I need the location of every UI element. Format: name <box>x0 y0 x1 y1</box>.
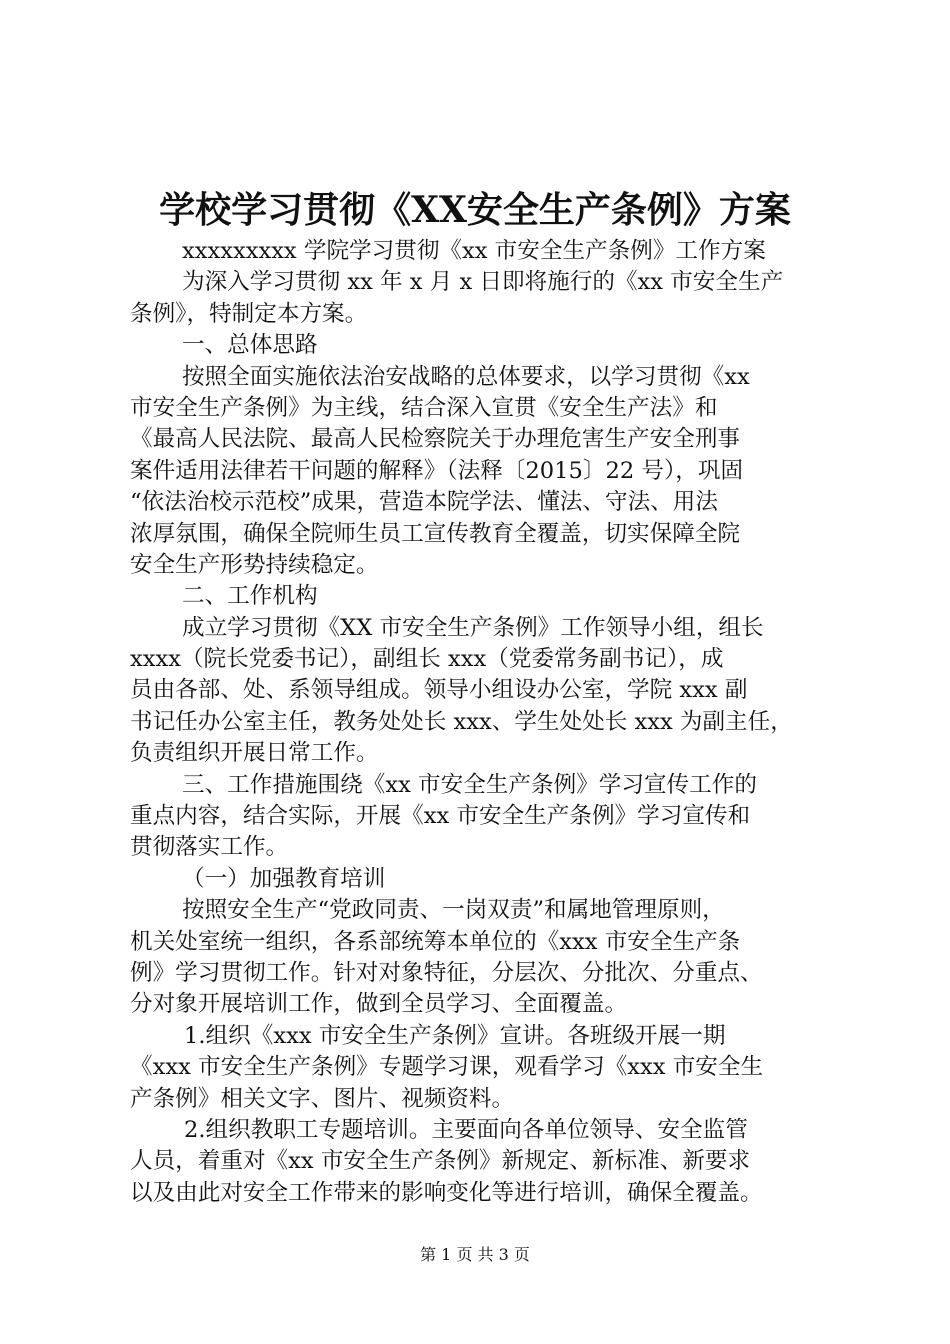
body-line: 《xxx 市安全生产条例》专题学习课，观看学习《xxx 市安全生 <box>130 1054 764 1081</box>
body-line: 成立学习贯彻《XX 市安全生产条例》工作领导小组，组长 <box>182 614 764 641</box>
body-line: 重点内容，结合实际，开展《xx 市安全生产条例》学习宣传和 <box>130 803 751 830</box>
body-line: 负责组织开展日常工作。 <box>130 740 379 767</box>
body-line: 《最高人民法院、最高人民检察院关于办理危害生产安全刑事 <box>130 426 741 453</box>
document-body <box>130 236 830 1209</box>
subsection-heading: （一）加强教育培训 <box>182 865 386 892</box>
body-line: 条例》，特制定本方案。 <box>130 300 368 327</box>
body-line: 为深入学习贯彻 xx 年 x 月 x 日即将施行的《xx 市安全生产 <box>182 269 784 296</box>
body-line: 案件适用法律若干问题的解释》（法释〔2015〕22 号），巩固 <box>130 457 744 484</box>
body-line: 安全生产形势持续稳定。 <box>130 551 379 578</box>
body-line: 机关处室统一组织，各系部统筹本单位的《xxx 市安全生产条 <box>130 928 741 955</box>
section-heading: 三、工作措施围绕《xx 市安全生产条例》学习宣传工作的 <box>182 771 757 798</box>
body-line: xxxx（院长党委书记），副组长 xxx（党委常务副书记），成 <box>130 646 724 673</box>
document-title: 学校学习贯彻《XX安全生产条例》方案 <box>159 189 791 231</box>
body-line: 贯彻落实工作。 <box>130 834 289 861</box>
page-number-footer: 第 1 页 共 3 页 <box>420 1245 530 1264</box>
body-line: 按照安全生产“党政同责、一岗双责”和属地管理原则， <box>182 897 725 924</box>
list-item: 1.组织《xxx 市安全生产条例》宣讲。各班级开展一期 <box>184 1022 726 1049</box>
body-line: 以及由此对安全工作带来的影响变化等进行培训，确保全覆盖。 <box>130 1179 763 1206</box>
body-line: 浓厚氛围，确保全院师生员工宣传教育全覆盖，切实保障全院 <box>130 520 741 547</box>
body-line: 按照全面实施依法治安战略的总体要求，以学习贯彻《xx <box>182 363 750 390</box>
body-line: “依法治校示范校”成果，营造本院学法、懂法、守法、用法 <box>130 489 718 516</box>
section-heading: 一、总体思路 <box>182 332 318 359</box>
body-line: 员由各部、处、系领导组成。领导小组设办公室，学院 xxx 副 <box>130 677 748 704</box>
body-line: 市安全生产条例》为主线，结合深入宣贯《安全生产法》和 <box>130 394 718 421</box>
body-line: 分对象开展培训工作，做到全员学习、全面覆盖。 <box>130 991 628 1018</box>
body-line: 例》学习贯彻工作。针对对象特征，分层次、分批次、分重点、 <box>130 959 763 986</box>
section-heading: 二、工作机构 <box>182 583 318 610</box>
body-line: 书记任办公室主任，教务处处长 xxx、学生处处长 xxx 为副主任， <box>130 708 793 735</box>
body-line: xxxxxxxxx 学院学习贯彻《xx 市安全生产条例》工作方案 <box>182 238 766 264</box>
body-line: 产条例》相关文字、图片、视频资料。 <box>130 1085 515 1112</box>
list-item: 2.组织教职工专题培训。主要面向各单位领导、安全监管 <box>184 1116 748 1143</box>
body-line: 人员，着重对《xx 市安全生产条例》新规定、新标准、新要求 <box>130 1148 751 1175</box>
